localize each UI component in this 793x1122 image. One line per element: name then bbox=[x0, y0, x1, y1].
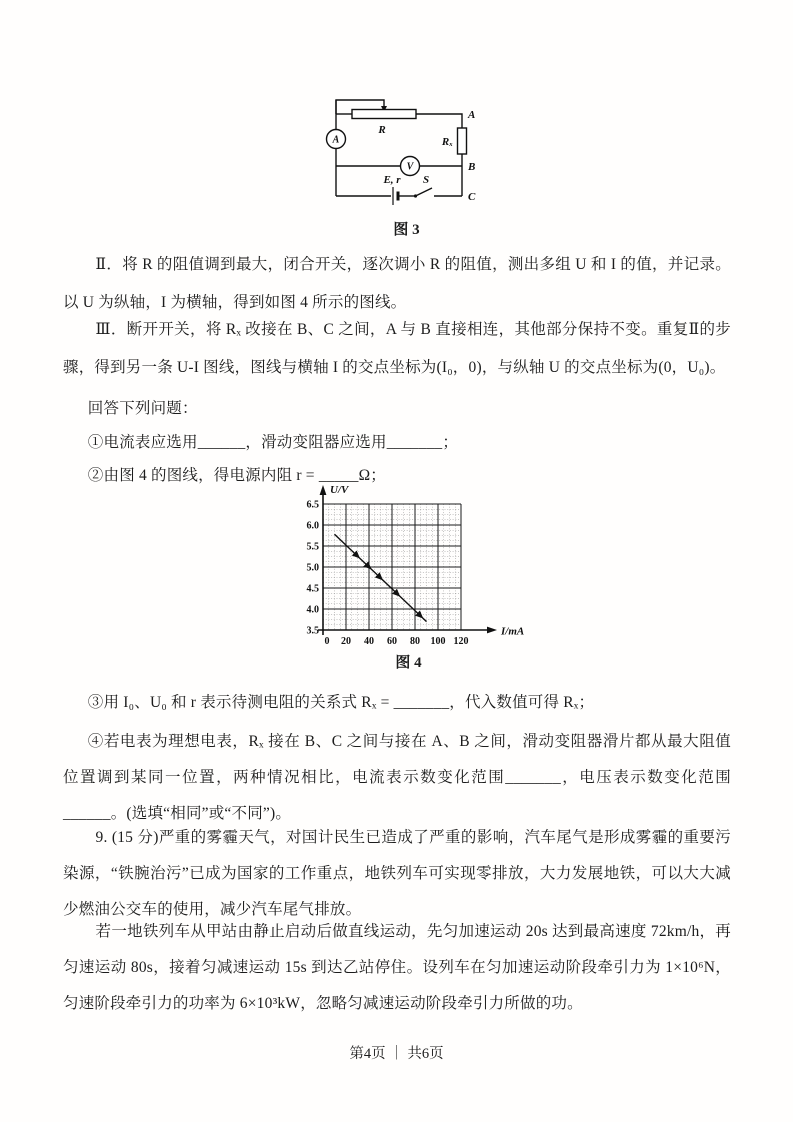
paragraph-step-3: Ⅲ．断开开关，将 Rₓ 改接在 B、C 之间，A 与 B 直接相连，其他部分保持不变。重复Ⅱ的步骤，得到另一条 U-I 图线，图线与横轴 I 的交点坐标为(I₀，0)，与纵轴 U 的交点坐标为(0，U₀)。 bbox=[63, 321, 731, 376]
node-c-label: C bbox=[467, 191, 475, 203]
svg-text:3.5: 3.5 bbox=[306, 625, 319, 637]
svg-text:I/mA: I/mA bbox=[500, 625, 524, 638]
svg-text:60: 60 bbox=[386, 636, 397, 647]
question-1: ①电流表应选用______，滑动变阻器应选用_______； bbox=[87, 434, 459, 451]
svg-text:5.0: 5.0 bbox=[306, 562, 319, 574]
paragraph-answer-intro: 回答下列问题： bbox=[87, 400, 198, 417]
question-9-intro: 9. (15 分)严重的雾霾天气，对国计民生已造成了严重的影响，汽车尾气是形成雾霾的重要污染源，“铁腕治污”已成为国家的工作重点，地铁列车可实现零排放，大力发展地铁，可以大大减少燃油公交车的使用，减少汽车尾气排放。 bbox=[63, 829, 731, 918]
page-footer: 第4页 ｜ 共6页 bbox=[349, 1046, 444, 1062]
svg-text:20: 20 bbox=[340, 636, 351, 647]
battery-symbol bbox=[393, 187, 398, 205]
figure4 bbox=[0, 482, 793, 672]
svg-text:4.0: 4.0 bbox=[306, 604, 319, 616]
paragraph-step-2: Ⅱ．将 R 的阻值调到最大，闭合开关，逐次调小 R 的阻值，测出多组 U 和 I 的值，并记录。以 U 为纵轴，I 为横轴，得到如图 4 所示的图线。 bbox=[63, 256, 731, 311]
figure4-caption: 图 4 bbox=[395, 655, 422, 671]
figure3 bbox=[0, 92, 793, 239]
rheostat-symbol bbox=[352, 110, 416, 119]
svg-text:5.5: 5.5 bbox=[306, 541, 319, 553]
svg-text:120: 120 bbox=[453, 636, 468, 647]
figure4-graph bbox=[289, 482, 529, 650]
switch-symbol bbox=[413, 188, 431, 198]
svg-text:6.5: 6.5 bbox=[306, 499, 319, 511]
svg-text:100: 100 bbox=[430, 636, 445, 647]
switch-label: S bbox=[422, 174, 429, 186]
ammeter-letter: A bbox=[332, 134, 339, 146]
node-a-label: A bbox=[467, 109, 475, 121]
node-b-label: B bbox=[467, 161, 475, 173]
unknown-resistor-symbol bbox=[457, 128, 466, 154]
figure3-caption: 图 3 bbox=[393, 222, 420, 238]
svg-text:80: 80 bbox=[409, 636, 420, 647]
svg-text:40: 40 bbox=[363, 636, 374, 647]
battery-label: E, r bbox=[382, 174, 401, 186]
question-2: ②由图 4 的图线，得电源内阻 r = _____Ω； bbox=[87, 467, 386, 484]
voltmeter-letter: V bbox=[406, 161, 413, 173]
rheostat-label: R bbox=[377, 124, 386, 136]
svg-text:6.0: 6.0 bbox=[306, 520, 319, 532]
question-9-body: 若一地铁列车从甲站由静止启动后做直线运动，先匀加速运动 20s 达到最高速度 72km/h，再匀速运动 80s，接着匀减速运动 15s 到达乙站停住。设列车在匀加速运动阶段牵引力为 1×10⁶N，匀速阶段牵引力的功率为 6×10³kW，忽略匀减速运动阶段牵引力所做的功。 bbox=[63, 923, 731, 1012]
question-3: ③用 I₀、U₀ 和 r 表示待测电阻的关系式 Rₓ = _______，代入数值可得 Rₓ； bbox=[87, 694, 595, 711]
svg-text:4.5: 4.5 bbox=[306, 583, 319, 595]
unknown-resistor-label: Rₓ bbox=[441, 136, 453, 148]
svg-text:U/V: U/V bbox=[329, 484, 348, 496]
svg-text:0: 0 bbox=[324, 636, 329, 647]
figure3-circuit-diagram bbox=[322, 92, 492, 210]
question-4: ④若电表为理想电表，Rₓ 接在 B、C 之间与接在 A、B 之间，滑动变阻器滑片都从最大阻值位置调到某同一位置，两种情况相比，电流表示数变化范围_______，电压表示数变化范围______。(选填“相同”或“不同”)。 bbox=[63, 733, 731, 822]
